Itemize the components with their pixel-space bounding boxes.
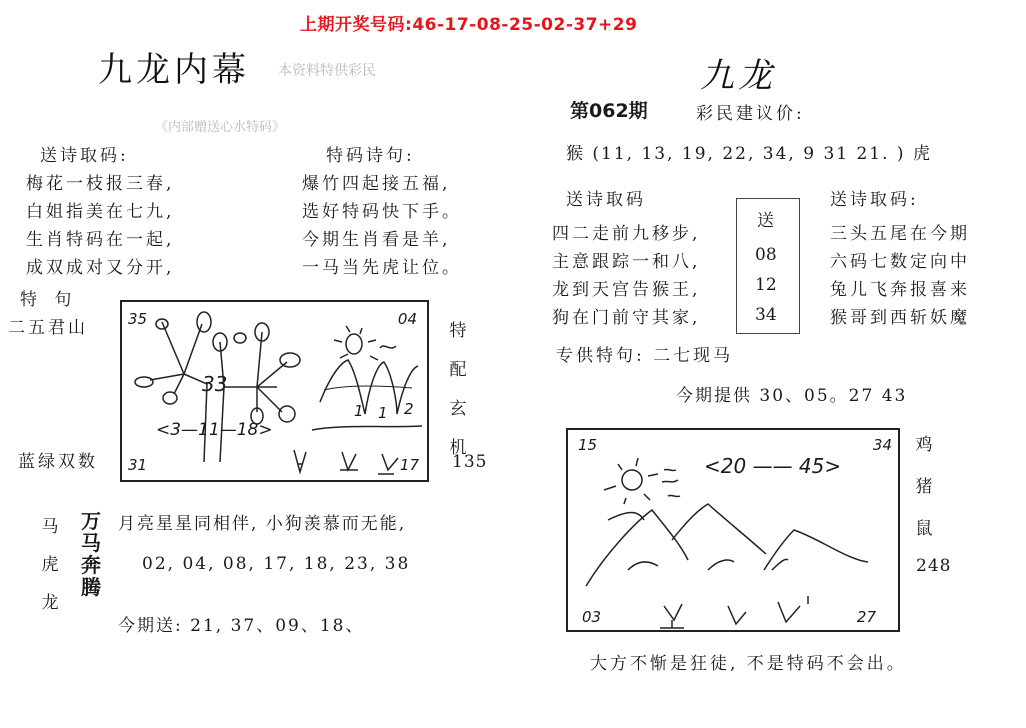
poem-line: 选好特码快下手。 <box>302 202 462 222</box>
color-hint: 蓝绿双数 <box>18 452 98 472</box>
left-page-quote: 《内部赠送心水特码》 <box>155 120 286 135</box>
poem-line: 四二走前九移步, <box>552 224 701 244</box>
poem-line: 狗在门前守其家, <box>552 308 701 328</box>
sketch-range: <20 —— 45> <box>704 454 842 478</box>
left-poem <box>26 170 174 282</box>
poem-line: 成双成对又分开, <box>26 258 175 278</box>
zodiac-char: 猪 <box>915 477 933 497</box>
advice-line: 猴 (11, 13, 19, 22, 34, 9 31 21. ) 虎 <box>566 144 932 164</box>
special-phrase-label: 特 句 <box>20 290 78 310</box>
right-poem <box>552 220 700 332</box>
numbers-line: 02, 04, 08, 17, 18, 23, 38 <box>142 554 411 574</box>
zodiac-char: 马 <box>41 517 59 537</box>
slogan-char: 马 <box>81 531 101 555</box>
mountain-number: 1 <box>354 402 364 420</box>
poem-line: 三头五尾在今期 <box>830 224 970 244</box>
sketch-corner-tr: 04 <box>397 310 417 328</box>
poem-line: 白姐指美在七九, <box>26 202 175 222</box>
left-sketch-frame <box>120 300 429 482</box>
send-number: 34 <box>755 305 777 325</box>
special-phrase: 二五君山 <box>8 318 88 338</box>
send-number: 12 <box>755 275 777 295</box>
right-side-number: 248 <box>916 556 952 576</box>
last-draw-label: 上期开奖号码: <box>300 15 413 35</box>
poem-line: 龙到天宫告猴王, <box>552 280 701 300</box>
zodiac-vertical <box>38 508 62 622</box>
last-draw-banner <box>300 10 637 35</box>
right-page-title: 九龙 <box>700 56 776 96</box>
sketch-tree-number: 33 <box>202 372 228 396</box>
sketch-corner-tl: 35 <box>128 310 148 328</box>
mountain-number: 1 <box>378 404 388 422</box>
sketch-range: <3—11—18> <box>156 420 273 440</box>
sun-mountain-drawing <box>568 430 898 630</box>
left-page-title: 九龙内幕 <box>98 50 250 90</box>
poem-line: 六码七数定向中 <box>830 252 970 272</box>
poem-line: 主意跟踪一和八, <box>552 252 701 272</box>
slogan-char: 腾 <box>81 575 101 599</box>
tree-sun-mountain-drawing <box>122 302 427 480</box>
left-page-subtitle: 本资料特供彩民 <box>278 63 376 79</box>
send-box-label: 送 <box>757 211 777 231</box>
slogan-vertical <box>78 510 104 598</box>
poem-line: 生肖特码在一起, <box>26 230 175 250</box>
side-char: 特 <box>449 321 467 341</box>
right-special-phrase: 专供特句: 二七现马 <box>556 346 734 366</box>
send-number: 08 <box>755 245 777 265</box>
poem-line: 猴哥到西斩妖魔 <box>830 308 970 328</box>
zodiac-char: 鸡 <box>915 435 933 455</box>
side-char: 配 <box>449 360 467 380</box>
poem-line: 今期生肖看是羊, <box>302 230 451 250</box>
sketch-corner-bl: 31 <box>128 456 148 474</box>
verse-line: 月亮星星同相伴, 小狗羡慕而无能, <box>118 514 407 534</box>
sketch-corner-tr: 34 <box>872 436 892 454</box>
right-poem-heading: 送诗取码 <box>566 190 646 210</box>
right-poem2-heading: 送诗取码: <box>830 190 919 210</box>
sketch-corner-br: 27 <box>856 608 876 626</box>
sketch-corner-tl: 15 <box>578 436 598 454</box>
slogan-char: 万 <box>81 509 101 533</box>
poem-line: 爆竹四起接五福, <box>302 174 451 194</box>
special-poem <box>302 170 462 282</box>
zodiac-char: 虎 <box>41 555 59 575</box>
poem-line: 梅花一枝报三春, <box>26 174 175 194</box>
advice-label: 彩民建议价: <box>696 104 805 124</box>
left-side-vertical <box>446 312 470 468</box>
sketch-corner-bl: 03 <box>582 608 602 626</box>
poem-line: 一马当先虎让位。 <box>302 258 462 278</box>
right-sketch-frame <box>566 428 900 632</box>
provide-line: 今期提供 30、05。27 43 <box>676 386 908 406</box>
side-char: 机 <box>449 438 467 458</box>
last-draw-numbers: 46-17-08-25-02-37+29 <box>412 15 638 35</box>
zodiac-char: 鼠 <box>915 519 933 539</box>
zodiac-char: 龙 <box>41 593 59 613</box>
this-issue-send: 今期送: 21, 37、09、18、 <box>118 616 365 636</box>
poem-line: 兔儿飞奔报喜来 <box>830 280 970 300</box>
sketch-corner-br: 17 <box>399 456 419 474</box>
right-poem2 <box>830 220 970 332</box>
issue-number: 第062期 <box>570 100 648 122</box>
footer-verse: 大方不惭是狂徒, 不是特码不会出。 <box>590 654 907 674</box>
send-box <box>736 198 800 334</box>
special-poem-heading: 特码诗句: <box>326 146 415 166</box>
mountain-number: 2 <box>404 400 414 418</box>
side-char: 玄 <box>449 399 467 419</box>
left-side-number: 135 <box>452 452 488 472</box>
slogan-char: 奔 <box>81 553 101 577</box>
right-side-vertical <box>912 424 936 550</box>
left-poem-heading: 送诗取码: <box>40 146 129 166</box>
